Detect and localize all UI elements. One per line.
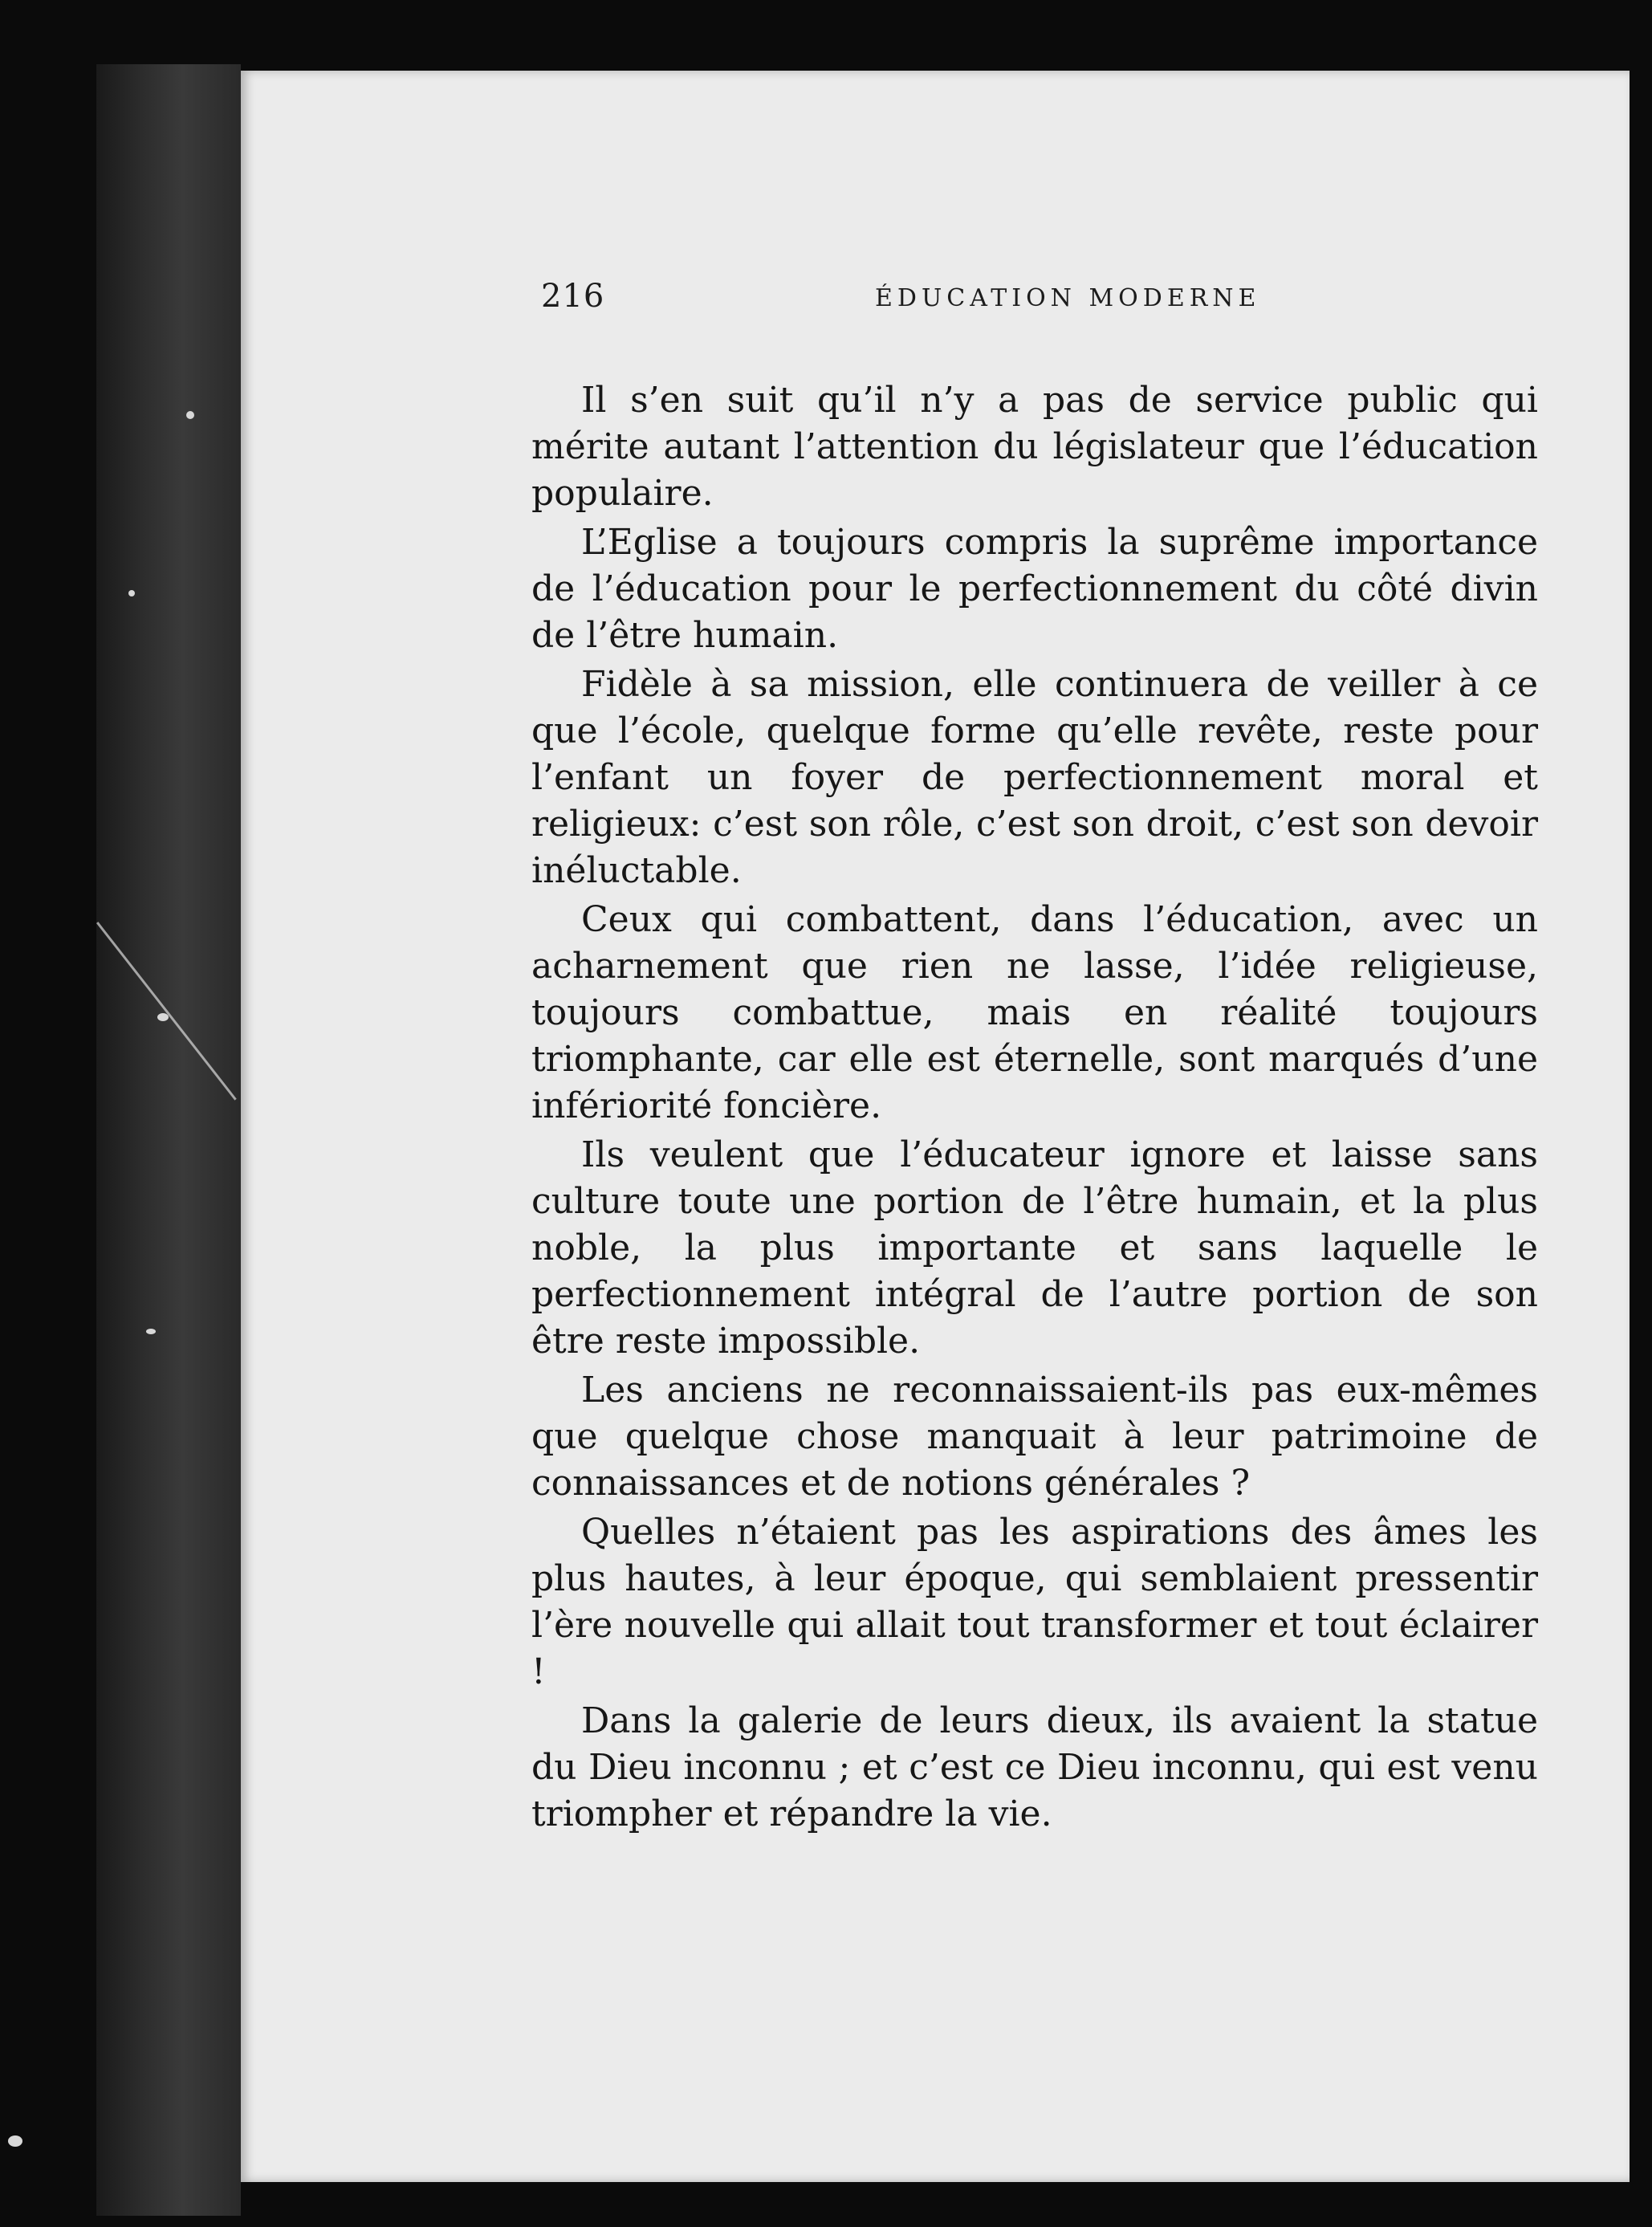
paragraph: Fidèle à sa mission, elle continuera de veiller à ce que l’école, quelque forme qu’elle revête, reste pour l’enfant un foyer de perfectionnement moral et religieux: c’est son rôle, c’est son droit, c’est son devoir inéluctable. <box>531 664 1538 891</box>
paragraph: Ceux qui combattent, dans l’éducation, avec un acharnement que rien ne lasse, l’idée religieuse, toujours combattue, mais en réalité toujours triomphante, car elle est éternelle, sont marqués d’une infériorité foncière. <box>531 899 1538 1126</box>
paragraph: Ils veulent que l’éducateur ignore et laisse sans culture toute une portion de l’être humain, et la plus noble, la plus importante et sans laquelle le perfectionnement intégral de l’autre portion de son être reste impossible. <box>531 1134 1538 1362</box>
book-binding-edge <box>96 64 241 2216</box>
running-title: ÉDUCATION MODERNE <box>875 284 1261 312</box>
dust-speck <box>8 2135 22 2147</box>
paragraph: Quelles n’étaient pas les aspirations des âmes les plus hautes, à leur époque, qui semblaient pressentir l’ère nouvelle qui allait tout transformer et tout éclairer ! <box>531 1512 1538 1692</box>
paragraph: Les anciens ne reconnaissaient-ils pas eux-mêmes que quelque chose manquait à leur patrimoine de connaissances et de notions générales ? <box>531 1370 1538 1504</box>
body-text <box>531 377 1538 1840</box>
paragraph: Dans la galerie de leurs dieux, ils avaient la statue du Dieu inconnu ; et c’est ce Dieu inconnu, qui est venu triompher et répandre la vie. <box>531 1700 1538 1834</box>
dust-speck <box>146 1329 156 1334</box>
page-number: 216 <box>541 278 605 315</box>
dust-speck <box>186 411 194 419</box>
paragraph: L’Eglise a toujours compris la suprême importance de l’éducation pour le perfectionnement du côté divin de l’être humain. <box>531 522 1538 656</box>
paragraph: Il s’en suit qu’il n’y a pas de service public qui mérite autant l’attention du législateur que l’éducation populaire. <box>531 380 1538 514</box>
running-head <box>289 278 1541 326</box>
dust-speck <box>128 590 135 596</box>
